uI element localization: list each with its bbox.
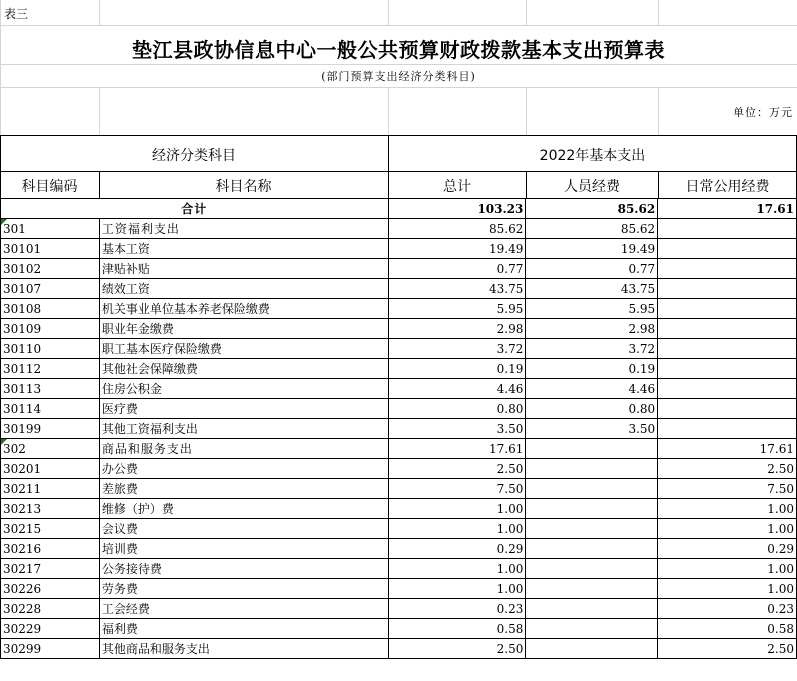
row-name: 机关事业单位基本养老保险缴费 <box>99 299 388 319</box>
table-row <box>1 259 797 279</box>
row-total: 3.50 <box>388 419 526 439</box>
row-public: 0.58 <box>658 619 797 639</box>
row-personnel: 0.77 <box>526 259 658 279</box>
row-total: 0.77 <box>388 259 526 279</box>
row-code: 30215 <box>1 519 100 539</box>
row-total: 7.50 <box>388 479 526 499</box>
row-code: 30101 <box>1 239 100 259</box>
table-row <box>1 439 797 459</box>
row-total: 19.49 <box>388 239 526 259</box>
row-public <box>658 299 797 319</box>
table-row <box>1 639 797 659</box>
row-public <box>658 239 797 259</box>
row-personnel: 2.98 <box>526 319 658 339</box>
row-name: 职工基本医疗保险缴费 <box>99 339 388 359</box>
row-public <box>658 339 797 359</box>
row-personnel <box>526 459 658 479</box>
row-name: 商品和服务支出 <box>99 439 388 459</box>
row-public <box>658 379 797 399</box>
row-total: 1.00 <box>388 519 526 539</box>
row-total: 3.72 <box>388 339 526 359</box>
row-code: 30114 <box>1 399 100 419</box>
row-personnel <box>526 639 658 659</box>
row-name: 基本工资 <box>99 239 388 259</box>
row-code: 30211 <box>1 479 100 499</box>
row-code: 30199 <box>1 419 100 439</box>
row-name: 会议费 <box>99 519 388 539</box>
row-personnel <box>526 519 658 539</box>
row-total: 2.50 <box>388 639 526 659</box>
row-name: 其他商品和服务支出 <box>99 639 388 659</box>
row-public <box>658 359 797 379</box>
header-name: 科目名称 <box>215 179 272 195</box>
row-personnel <box>526 599 658 619</box>
row-name: 津贴补贴 <box>99 259 388 279</box>
total-public: 17.61 <box>658 199 797 219</box>
table-row <box>1 339 797 359</box>
row-public: 2.50 <box>658 459 797 479</box>
table-row <box>1 219 797 239</box>
row-name: 办公费 <box>99 459 388 479</box>
table-row <box>1 399 797 419</box>
row-public <box>658 419 797 439</box>
table-row <box>1 239 797 259</box>
row-name: 差旅费 <box>99 479 388 499</box>
row-public <box>658 219 797 239</box>
row-public: 1.00 <box>658 499 797 519</box>
total-total: 103.23 <box>388 199 526 219</box>
row-public: 1.00 <box>658 559 797 579</box>
row-name: 其他社会保障缴费 <box>99 359 388 379</box>
total-label: 合计 <box>1 199 389 219</box>
table-row <box>1 319 797 339</box>
page-title: 垫江县政协信息中心一般公共预算财政拨款基本支出预算表 <box>132 38 665 62</box>
row-public <box>658 399 797 419</box>
table-row <box>1 419 797 439</box>
row-code: 30299 <box>1 639 100 659</box>
row-public: 17.61 <box>658 439 797 459</box>
row-name: 工资福利支出 <box>99 219 388 239</box>
row-public: 1.00 <box>658 519 797 539</box>
row-public: 0.23 <box>658 599 797 619</box>
row-name: 其他工资福利支出 <box>99 419 388 439</box>
row-personnel: 0.19 <box>526 359 658 379</box>
row-personnel: 19.49 <box>526 239 658 259</box>
row-public: 0.29 <box>658 539 797 559</box>
row-code: 301 <box>1 219 100 239</box>
header-personnel: 人员经费 <box>564 179 620 195</box>
header-code: 科目编码 <box>21 179 78 195</box>
row-code: 30112 <box>1 359 100 379</box>
header-public: 日常公用经费 <box>685 179 770 195</box>
row-public <box>658 279 797 299</box>
row-personnel <box>526 499 658 519</box>
row-personnel: 0.80 <box>526 399 658 419</box>
row-personnel <box>526 579 658 599</box>
row-personnel: 3.50 <box>526 419 658 439</box>
row-public <box>658 259 797 279</box>
row-total: 17.61 <box>388 439 526 459</box>
row-code: 30216 <box>1 539 100 559</box>
table-row <box>1 479 797 499</box>
row-code: 30107 <box>1 279 100 299</box>
row-code: 30213 <box>1 499 100 519</box>
row-name: 公务接待费 <box>99 559 388 579</box>
header-2022-basic-expenditure: 2022年基本支出 <box>539 148 646 164</box>
row-public <box>658 319 797 339</box>
row-total: 5.95 <box>388 299 526 319</box>
row-code: 30113 <box>1 379 100 399</box>
total-row <box>1 199 797 219</box>
table-row <box>1 359 797 379</box>
row-total: 1.00 <box>388 559 526 579</box>
row-name: 福利费 <box>99 619 388 639</box>
table-row <box>1 459 797 479</box>
row-total: 1.00 <box>388 499 526 519</box>
row-total: 2.98 <box>388 319 526 339</box>
row-personnel <box>526 539 658 559</box>
row-total: 2.50 <box>388 459 526 479</box>
table-row <box>1 279 797 299</box>
row-name: 劳务费 <box>99 579 388 599</box>
header-economic-classification: 经济分类科目 <box>152 148 236 164</box>
table-row <box>1 539 797 559</box>
row-personnel: 85.62 <box>526 219 658 239</box>
table-row <box>1 559 797 579</box>
table-row <box>1 599 797 619</box>
row-personnel: 5.95 <box>526 299 658 319</box>
budget-table <box>0 198 797 659</box>
row-name: 培训费 <box>99 539 388 559</box>
row-name: 绩效工资 <box>99 279 388 299</box>
row-name: 职业年金缴费 <box>99 319 388 339</box>
row-personnel <box>526 479 658 499</box>
total-personnel: 85.62 <box>526 199 658 219</box>
row-code: 30228 <box>1 599 100 619</box>
row-name: 工会经费 <box>99 599 388 619</box>
row-total: 1.00 <box>388 579 526 599</box>
header-total: 总计 <box>443 179 471 195</box>
row-code: 30229 <box>1 619 100 639</box>
row-name: 医疗费 <box>99 399 388 419</box>
row-total: 4.46 <box>388 379 526 399</box>
row-personnel: 43.75 <box>526 279 658 299</box>
table-row <box>1 519 797 539</box>
row-code: 30110 <box>1 339 100 359</box>
table-label: 表三 <box>4 7 29 21</box>
row-total: 0.58 <box>388 619 526 639</box>
row-total: 0.19 <box>388 359 526 379</box>
page-subtitle: (部门预算支出经济分类科目) <box>321 70 476 83</box>
row-code: 30108 <box>1 299 100 319</box>
unit-label: 单位：万元 <box>733 106 793 119</box>
row-total: 85.62 <box>388 219 526 239</box>
row-public: 1.00 <box>658 579 797 599</box>
row-public: 2.50 <box>658 639 797 659</box>
row-public: 7.50 <box>658 479 797 499</box>
row-name: 住房公积金 <box>99 379 388 399</box>
row-code: 30102 <box>1 259 100 279</box>
row-personnel <box>526 619 658 639</box>
row-code: 30217 <box>1 559 100 579</box>
row-code: 30226 <box>1 579 100 599</box>
row-total: 43.75 <box>388 279 526 299</box>
row-personnel: 3.72 <box>526 339 658 359</box>
table-row <box>1 579 797 599</box>
table-row <box>1 619 797 639</box>
table-row <box>1 499 797 519</box>
table-row <box>1 379 797 399</box>
row-personnel <box>526 439 658 459</box>
row-total: 0.29 <box>388 539 526 559</box>
row-total: 0.80 <box>388 399 526 419</box>
table-row <box>1 299 797 319</box>
row-total: 0.23 <box>388 599 526 619</box>
row-code: 30109 <box>1 319 100 339</box>
row-personnel: 4.46 <box>526 379 658 399</box>
row-code: 302 <box>1 439 100 459</box>
row-personnel <box>526 559 658 579</box>
row-name: 维修（护）费 <box>99 499 388 519</box>
row-code: 30201 <box>1 459 100 479</box>
